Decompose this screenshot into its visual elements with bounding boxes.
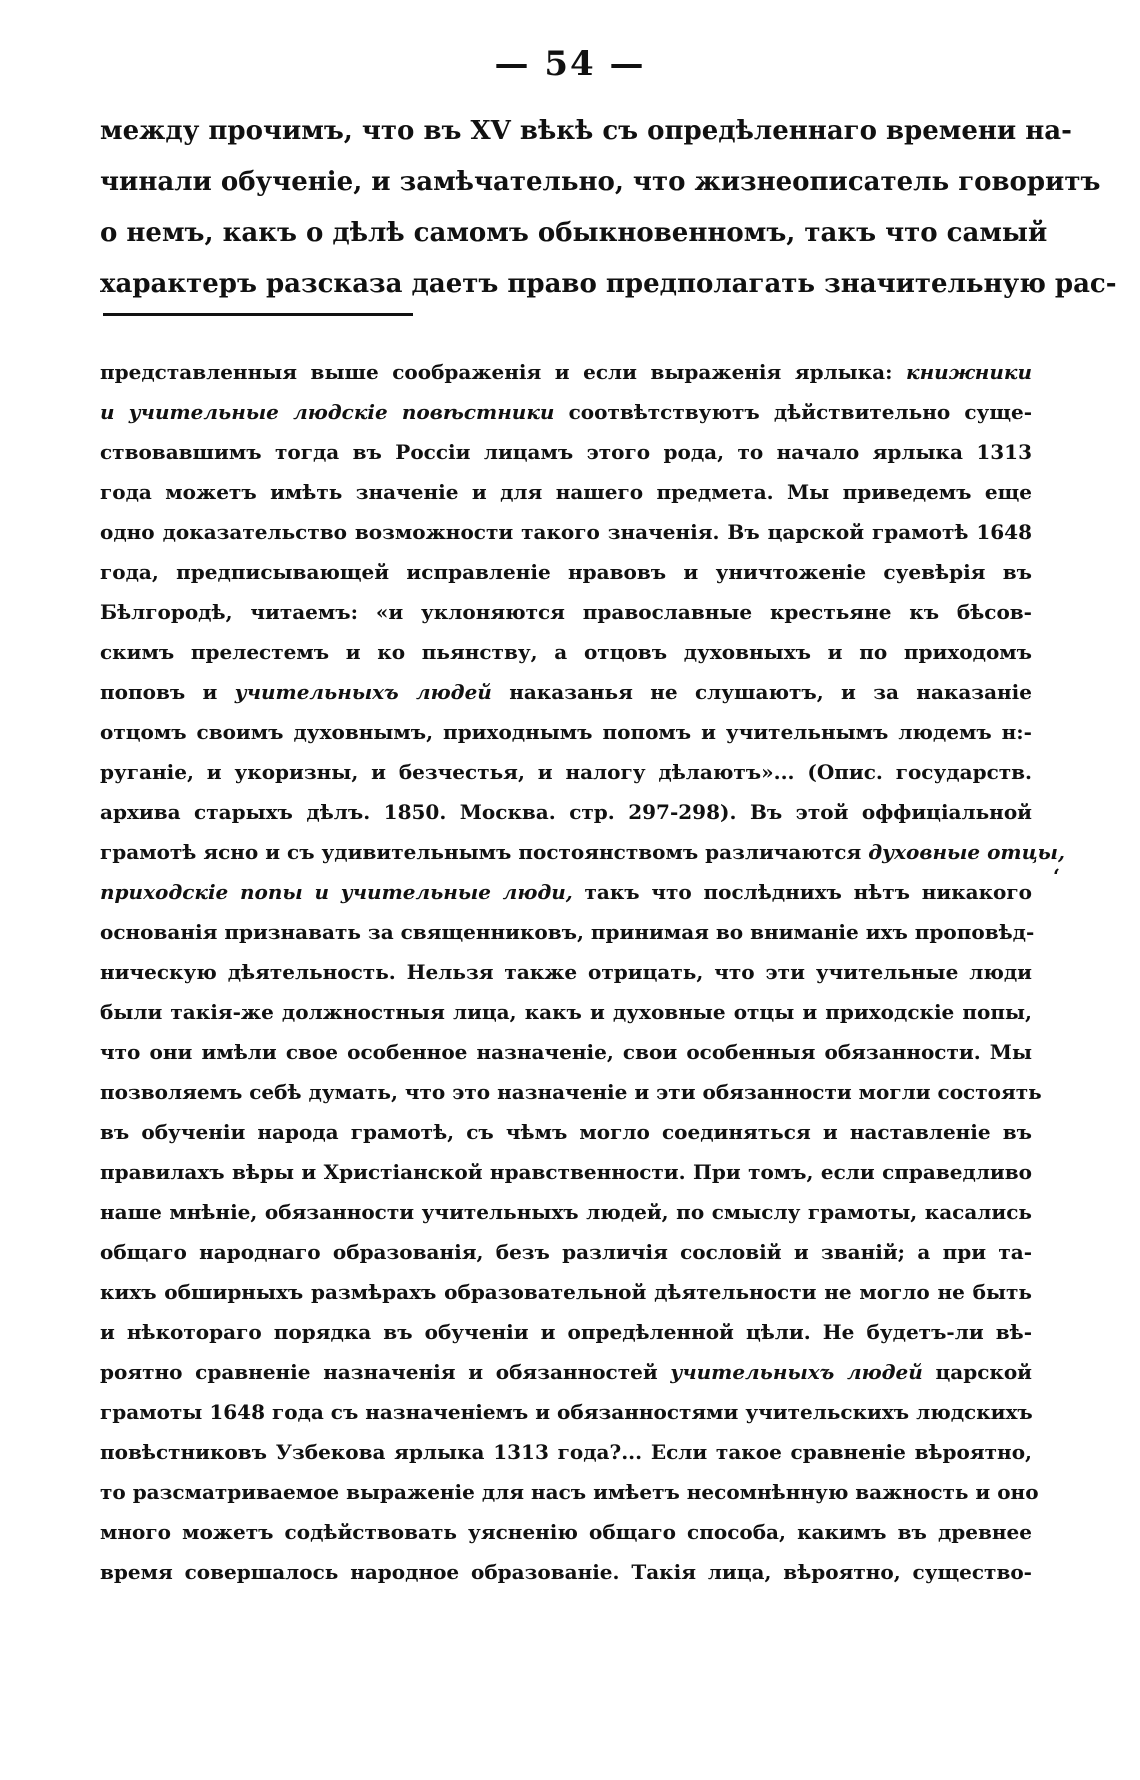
footnote-line: [100, 872, 1032, 912]
footnote-line: [100, 712, 1032, 752]
footnote-italic-text: учительныхъ людей: [234, 680, 492, 704]
footnote-line: [100, 592, 1032, 632]
footnote-line: [100, 952, 1032, 992]
footnote-text: общаго народнаго образованія, безъ различія сословій и званій; а при та-: [100, 1240, 1032, 1264]
footnote-line: [100, 1152, 1032, 1192]
footnote-line: [100, 392, 1032, 432]
page-number: — 54 —: [494, 44, 646, 84]
footnote-text: ствовавшимъ тогда въ Россіи лицамъ этого рода, то начало ярлыка 1313: [100, 440, 1032, 464]
footnote-line: [100, 1512, 1032, 1552]
footnote-italic-text: книжники: [906, 360, 1032, 384]
footnote-text: время совершалось народное образованіе. Такія лица, вѣроятно, существо-: [100, 1560, 1032, 1584]
footnote-line: [100, 472, 1032, 512]
main-text-line: между прочимъ, что въ XV вѣкѣ съ опредѣленнаго времени на-: [100, 116, 1072, 146]
footnote-line: [100, 1232, 1032, 1272]
footnote-text: грамотѣ ясно и съ удивительнымъ постоянствомъ различаются: [100, 840, 869, 864]
footnote-line: [100, 1472, 1039, 1512]
footnote-line: [100, 1552, 1032, 1592]
footnote-line: [100, 1192, 1032, 1232]
footnote-text: то разсматриваемое выраженіе для насъ имѣетъ несомнѣнную важность и оно: [100, 1480, 1039, 1504]
footnote-line: [100, 752, 1032, 792]
footnote-line: [100, 672, 1032, 712]
footnote-line: [100, 992, 1032, 1032]
footnote-text: грамоты 1648 года съ назначеніемъ и обязанностями учительскихъ людскихъ: [100, 1400, 1033, 1424]
footnote-text: что они имѣли свое особенное назначеніе, свои особенныя обязанности. Мы: [100, 1040, 1032, 1064]
footnote-italic-text: приходскіе попы и учительные люди,: [100, 880, 573, 904]
footnote-text: отцомъ своимъ духовнымъ, приходнымъ попомъ и учительнымъ людемъ н:-: [100, 720, 1032, 744]
footnote-text: были такія-же должностныя лица, какъ и духовные отцы и приходскіе попы,: [100, 1000, 1032, 1024]
footnote-line: [100, 552, 1032, 592]
footnote-line: [100, 432, 1032, 472]
footnote-text: царской: [922, 1360, 1033, 1384]
footnote-separator-rule: [103, 313, 413, 316]
footnote-line: [100, 912, 1035, 952]
main-text-block: [100, 106, 1117, 310]
footnote-text: роятно сравненіе назначенія и обязанностей: [100, 1360, 671, 1384]
footnote-text: наше мнѣніе, обязанности учительныхъ людей, по смыслу грамоты, касались: [100, 1200, 1032, 1224]
footnote-text: наказанья не слушаютъ, и за наказаніе: [491, 680, 1032, 704]
footnote-text: такъ что послѣднихъ нѣтъ никакого: [572, 880, 1032, 904]
footnote-line: [100, 1352, 1032, 1392]
footnote-line: [100, 832, 1065, 872]
footnote-text: одно доказательство возможности такого значенія. Въ царской грамотѣ 1648: [100, 520, 1032, 544]
footnote-text: кихъ обширныхъ размѣрахъ образовательной дѣятельности не могло не быть: [100, 1280, 1032, 1304]
footnote-line: [100, 352, 1032, 392]
footnote-italic-text: учительныхъ людей: [670, 1360, 923, 1384]
footnote-text: повѣстниковъ Узбекова ярлыка 1313 года?... Если такое сравненіе вѣроятно,: [100, 1440, 1032, 1464]
footnote-text: соотвѣтствуютъ дѣйствительно суще-: [554, 400, 1032, 424]
footnote-text: много можетъ содѣйствовать уясненію общаго способа, какимъ въ древнее: [100, 1520, 1032, 1544]
footnote-line: [100, 512, 1032, 552]
footnote-line: [100, 792, 1032, 832]
footnote-text: года, предписывающей исправленіе нравовъ и уничтоженіе суевѣрія въ: [100, 560, 1032, 584]
footnote-text: въ обученіи народа грамотѣ, съ чѣмъ могло соединяться и наставленіе въ: [100, 1120, 1032, 1144]
footnote-text: и нѣкотораго порядка въ обученіи и опредѣленной цѣли. Не будетъ-ли вѣ-: [100, 1320, 1032, 1344]
footnote-line: [100, 1072, 1042, 1112]
footnote-line: [100, 1392, 1032, 1432]
footnote-text: Бѣлгородѣ, читаемъ: «и уклоняются православные крестьяне къ бѣсов-: [100, 600, 1032, 624]
footnote-italic-text: и учительные людскіе повѣстники: [100, 400, 555, 424]
footnote-text: скимъ прелестемъ и ко пьянству, а отцовъ духовныхъ и по приходомъ: [100, 640, 1032, 664]
footnote-block: [100, 352, 1065, 1592]
footnote-text: поповъ и: [100, 680, 235, 704]
footnote-line: [100, 1112, 1032, 1152]
main-text-line: чинали обученіе, и замѣчательно, что жизнеописатель говоритъ: [100, 167, 1101, 197]
footnote-text: ническую дѣятельность. Нельзя также отрицать, что эти учительные люди: [100, 960, 1032, 984]
margin-mark: ʻ: [1053, 864, 1060, 888]
main-text-line: о немъ, какъ о дѣлѣ самомъ обыкновенномъ, такъ что самый: [100, 218, 1048, 248]
footnote-line: [100, 1312, 1032, 1352]
footnote-text: позволяемъ себѣ думать, что это назначеніе и эти обязанности могли состоять: [100, 1080, 1042, 1104]
main-text-line: характеръ разсказа даетъ право предполагать значительную рас-: [100, 269, 1117, 299]
footnote-line: [100, 1432, 1032, 1472]
footnote-text: основанія признавать за священниковъ, принимая во вниманіе ихъ проповѣд-: [100, 920, 1035, 944]
footnote-text: руганіе, и укоризны, и безчестья, и налогу дѣлаютъ»... (Опис. государств.: [100, 760, 1032, 784]
footnote-text: архива старыхъ дѣлъ. 1850. Москва. стр. 297-298). Въ этой оффиціальной: [100, 800, 1032, 824]
footnote-text: представленныя выше соображенія и если выраженія ярлыка:: [100, 360, 907, 384]
footnote-text: правилахъ вѣры и Христіанской нравственности. При томъ, если справедливо: [100, 1160, 1032, 1184]
footnote-line: [100, 1272, 1032, 1312]
footnote-line: [100, 632, 1032, 672]
footnote-italic-text: духовные отцы,: [868, 840, 1065, 864]
footnote-line: [100, 1032, 1032, 1072]
footnote-text: года можетъ имѣть значеніе и для нашего предмета. Мы приведемъ еще: [100, 480, 1032, 504]
